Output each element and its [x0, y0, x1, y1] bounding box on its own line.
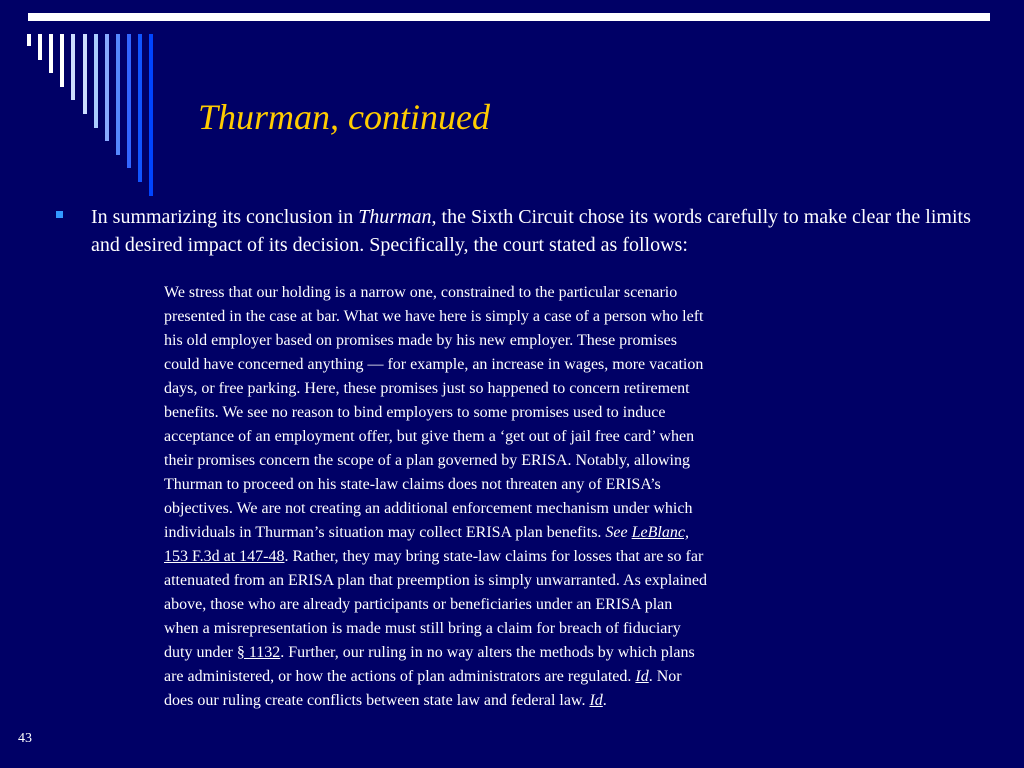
quote-line: days, or free parking. Here, these promises just so happened to concern retirement [164, 380, 690, 397]
quote-text: . Further, our ruling in no way alters the methods by which plans [280, 644, 695, 661]
leblanc-citation-link[interactable]: LeBlanc, [631, 524, 689, 541]
quote-line: attenuated from an ERISA plan that preemption is simply unwarranted. As explained [164, 572, 707, 589]
decorative-bar [127, 34, 131, 168]
page-number: 43 [18, 731, 32, 746]
quote-line [164, 545, 854, 569]
decorative-bar [60, 34, 64, 87]
bullet-marker-icon [56, 211, 63, 218]
quote-text: duty under [164, 644, 237, 661]
decorative-bar [116, 34, 120, 155]
quote-line [164, 689, 854, 713]
bullet-text [91, 203, 971, 259]
quote-line: when a misrepresentation is made must still bring a claim for breach of fiduciary [164, 620, 681, 637]
top-rule [28, 13, 990, 21]
quote-line: presented in the case at bar. What we have here is simply a case of a person who left [164, 308, 704, 325]
slide-title: Thurman, continued [198, 97, 490, 137]
quote-line: could have concerned anything — for example, an increase in wages, more vacation [164, 356, 704, 373]
bullet-text-post: , the Sixth Circuit chose its words carefully to make clear the limits and desired impact of its decision. Specifically, the court stated as follows: [91, 206, 971, 256]
quote-text: . [602, 692, 607, 709]
section-1132-citation-link[interactable]: § 1132 [236, 644, 281, 661]
quote-line: We stress that our holding is a narrow one, constrained to the particular scenario [164, 284, 678, 301]
quote-line: acceptance of an employment offer, but give them a ‘get out of jail free card’ when [164, 428, 695, 445]
decorative-bar [138, 34, 142, 182]
bullet-text-pre: In summarizing its conclusion in [91, 206, 359, 228]
quote-line: benefits. We see no reason to bind employers to some promises used to induce [164, 404, 666, 421]
quote-text: does our ruling create conflicts between state law and federal law. [164, 692, 590, 709]
quote-line: above, those who are already participants or beneficiaries under an ERISA plan [164, 596, 673, 613]
decorative-bar [83, 34, 87, 114]
court-quote [164, 281, 854, 713]
id-citation-link[interactable]: Id [589, 692, 603, 709]
quote-text: individuals in Thurman’s situation may collect ERISA plan benefits. [164, 524, 606, 541]
see-signal: See [605, 524, 628, 541]
quote-line [164, 521, 854, 545]
decorative-bar [94, 34, 98, 128]
decorative-bar [105, 34, 109, 141]
decorative-bar [38, 34, 42, 60]
quote-line: their promises concern the scope of a plan governed by ERISA. Notably, allowing [164, 452, 690, 469]
decorative-bar [27, 34, 31, 46]
id-citation-link[interactable]: Id [635, 668, 649, 685]
f3d-citation-link[interactable]: 153 F.3d at 147-48 [164, 548, 285, 565]
decorative-bar [71, 34, 75, 100]
quote-text: . Nor [648, 668, 682, 685]
case-name: Thurman [358, 206, 432, 228]
quote-line [164, 665, 854, 689]
quote-text: . Rather, they may bring state-law claims for losses that are so far [284, 548, 704, 565]
quote-line: objectives. We are not creating an additional enforcement mechanism under which [164, 500, 693, 517]
decorative-bar [149, 34, 153, 196]
quote-line: his old employer based on promises made by his new employer. These promises [164, 332, 677, 349]
quote-line: Thurman to proceed on his state-law claims does not threaten any of ERISA’s [164, 476, 661, 493]
quote-text: are administered, or how the actions of plan administrators are regulated. [164, 668, 636, 685]
decorative-bar [49, 34, 53, 73]
quote-line [164, 641, 854, 665]
